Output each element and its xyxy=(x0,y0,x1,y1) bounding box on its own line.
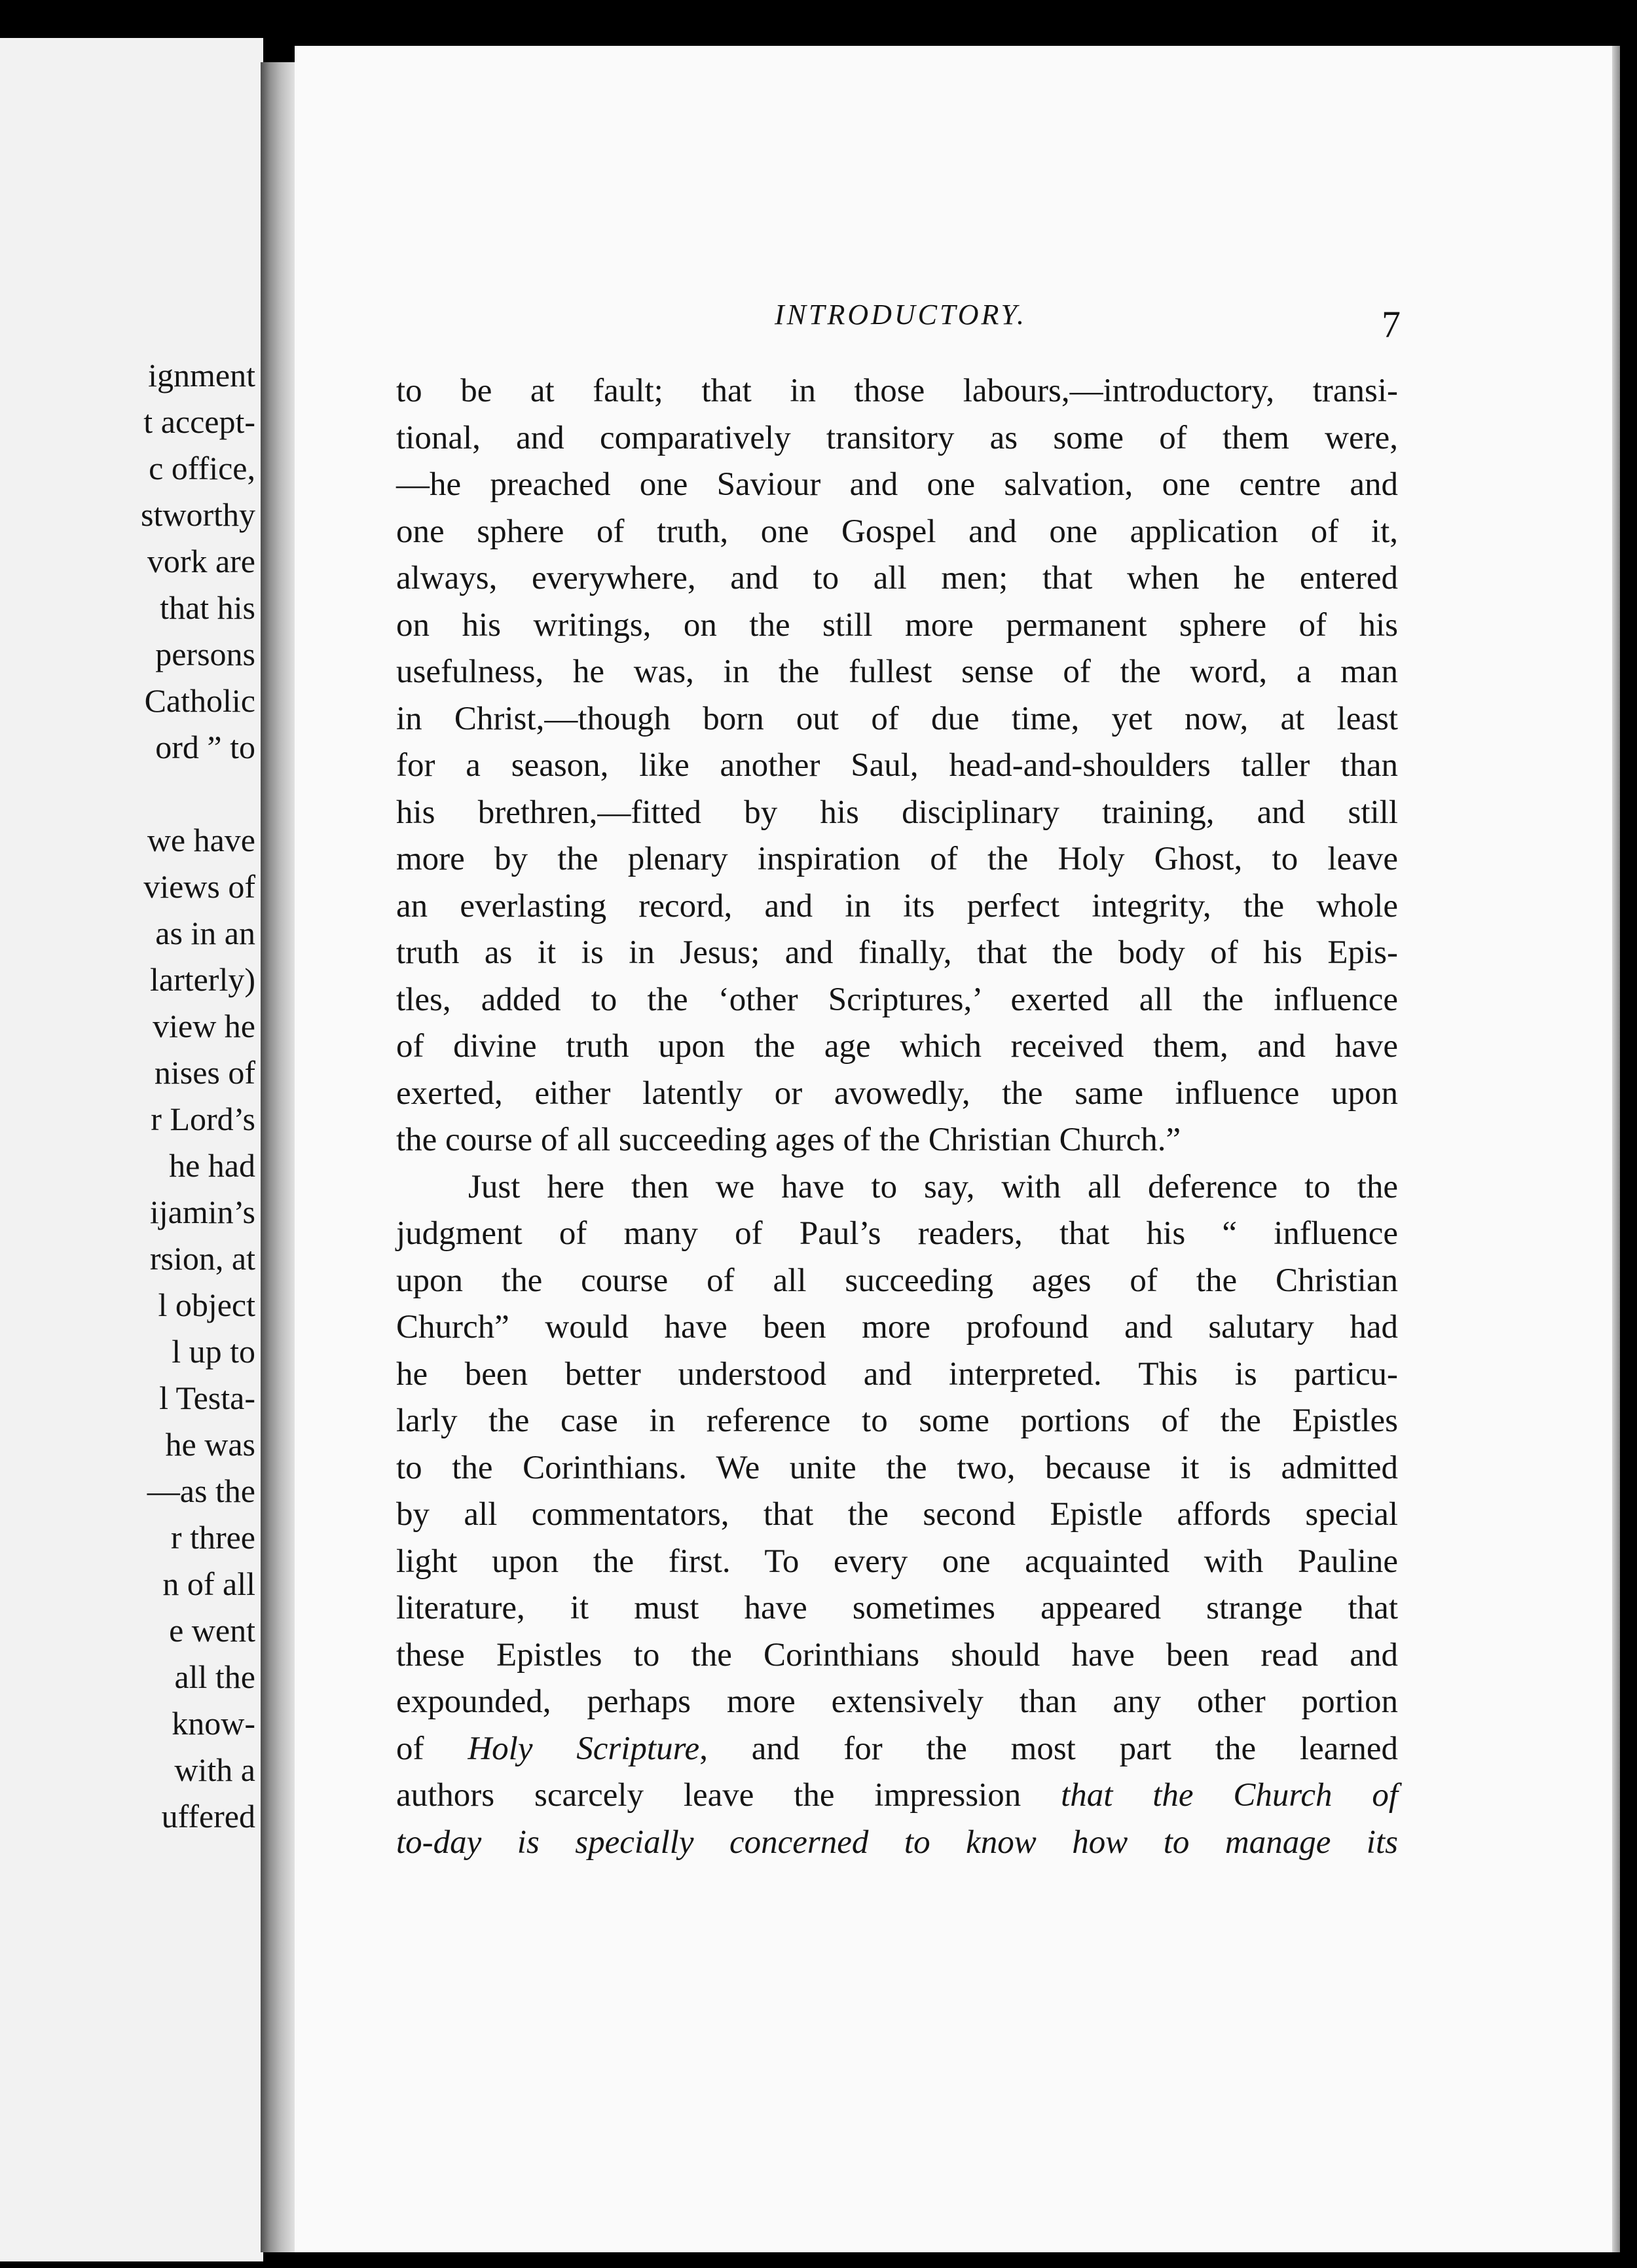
left-fragment: larterly) xyxy=(149,961,255,998)
text-line: his brethren,—fitted by his disciplinary training, and still xyxy=(396,794,1398,831)
text-line: more by the plenary inspiration of the Holy Ghost, to leave xyxy=(396,841,1398,877)
text-line: in Christ,—though born out of due time, yet now, at least xyxy=(396,700,1398,737)
running-head: INTRODUCTORY. xyxy=(775,299,1027,331)
left-fragment: ord ” to xyxy=(155,729,255,765)
left-fragment: r Lord’s xyxy=(151,1101,255,1137)
left-fragment: Catholic xyxy=(144,682,255,719)
left-fragment: c office, xyxy=(149,450,255,486)
left-fragment: persons xyxy=(155,636,255,672)
text-line: light upon the first. To every one acquainted with Pauline xyxy=(396,1543,1398,1580)
page-number: 7 xyxy=(1382,303,1401,346)
left-fragment: view he xyxy=(153,1008,255,1044)
left-fragment: he was xyxy=(165,1426,255,1463)
text-line: the course of all succeeding ages of the Christian Church.” xyxy=(396,1122,1181,1158)
text-line: truth as it is in Jesus; and finally, that the body of his Epis- xyxy=(396,934,1398,971)
text-line: for a season, like another Saul, head-and-shoulders taller than xyxy=(396,747,1398,784)
text-line: an everlasting record, and in its perfect integrity, the whole xyxy=(396,887,1398,924)
left-fragment: views of xyxy=(143,868,255,905)
left-fragment: we have xyxy=(147,822,255,858)
left-fragment: l object xyxy=(158,1287,255,1323)
left-fragment: uffered xyxy=(161,1798,255,1835)
left-fragment: as in an xyxy=(155,915,255,951)
text-line: Just here then we have to say, with all deference to the xyxy=(468,1168,1398,1205)
text-line: judgment of many of Paul’s readers, that his “ influence xyxy=(396,1215,1398,1252)
text-line: on his writings, on the still more permanent sphere of his xyxy=(396,606,1398,644)
body-text xyxy=(396,368,1398,1866)
left-fragment: l Testa- xyxy=(159,1380,255,1416)
left-fragment: ignment xyxy=(148,357,255,393)
text-line: larly the case in reference to some portions of the Epistles xyxy=(396,1402,1398,1439)
text-line: to be at fault; that in those labours,—introductory, transi- xyxy=(396,373,1398,409)
left-fragment: that his xyxy=(160,589,255,626)
left-fragment: vork are xyxy=(147,543,255,579)
left-fragment: r three xyxy=(170,1519,255,1556)
text-line: he been better understood and interpreted. This is particu- xyxy=(396,1355,1398,1393)
text-line: by all commentators, that the second Epistle affords special xyxy=(396,1496,1398,1533)
text-run: authors scarcely leave the impression xyxy=(396,1777,1061,1814)
text-line: exerted, either latently or avowedly, the same influence upon xyxy=(396,1074,1398,1112)
left-fragment: he had xyxy=(169,1147,255,1184)
left-fragment: know- xyxy=(172,1705,255,1742)
text-line: Church” would have been more profound and salutary had xyxy=(396,1309,1398,1345)
left-fragment: n of all xyxy=(162,1565,255,1602)
left-fragment: rsion, at xyxy=(149,1240,255,1277)
text-line: always, everywhere, and to all men; that when he entered xyxy=(396,560,1398,596)
left-fragment: with a xyxy=(174,1751,255,1788)
text-line: to the Corinthians. We unite the two, because it is admitted xyxy=(396,1449,1398,1486)
left-fragment: —as the xyxy=(147,1472,255,1509)
text-run: of xyxy=(396,1730,468,1767)
text-line: tional, and comparatively transitory as some of them were, xyxy=(396,419,1398,456)
text-line: one sphere of truth, one Gospel and one application of it, xyxy=(396,513,1398,550)
italic-run: Holy Scripture xyxy=(468,1730,700,1767)
left-fragment: t accept- xyxy=(143,403,255,440)
left-page xyxy=(0,38,263,2261)
left-fragment: ijamin’s xyxy=(149,1194,255,1230)
text-line: these Epistles to the Corinthians should have been read and xyxy=(396,1636,1398,1674)
left-fragment: all the xyxy=(174,1658,255,1695)
text-run: , and for the most part the learned xyxy=(699,1730,1398,1767)
book-gutter xyxy=(261,62,297,2252)
text-line: literature, it must have sometimes appeared strange that xyxy=(396,1590,1398,1626)
text-line: usefulness, he was, in the fullest sense of the word, a man xyxy=(396,653,1398,690)
left-fragment: e went xyxy=(169,1612,255,1649)
text-line: —he preached one Saviour and one salvation, one centre and xyxy=(396,466,1398,503)
text-line: expounded, perhaps more extensively than any other portion xyxy=(396,1683,1398,1720)
text-line: tles, added to the ‘other Scriptures,’ exerted all the influence xyxy=(396,981,1398,1018)
text-line: to-day is specially concerned to know how to manage its xyxy=(396,1823,1398,1861)
left-fragment: stworthy xyxy=(141,496,255,533)
text-line: of divine truth upon the age which received them, and have xyxy=(396,1028,1398,1065)
page-edge xyxy=(1612,46,1620,2252)
left-fragment: l up to xyxy=(172,1333,255,1370)
text-line: upon the course of all succeeding ages of the Christian xyxy=(396,1262,1398,1299)
text-line-mixed xyxy=(396,1726,1398,1773)
text-line-mixed xyxy=(396,1772,1398,1820)
italic-run: that the Church of xyxy=(1061,1777,1399,1814)
left-fragment: nises of xyxy=(154,1054,255,1091)
